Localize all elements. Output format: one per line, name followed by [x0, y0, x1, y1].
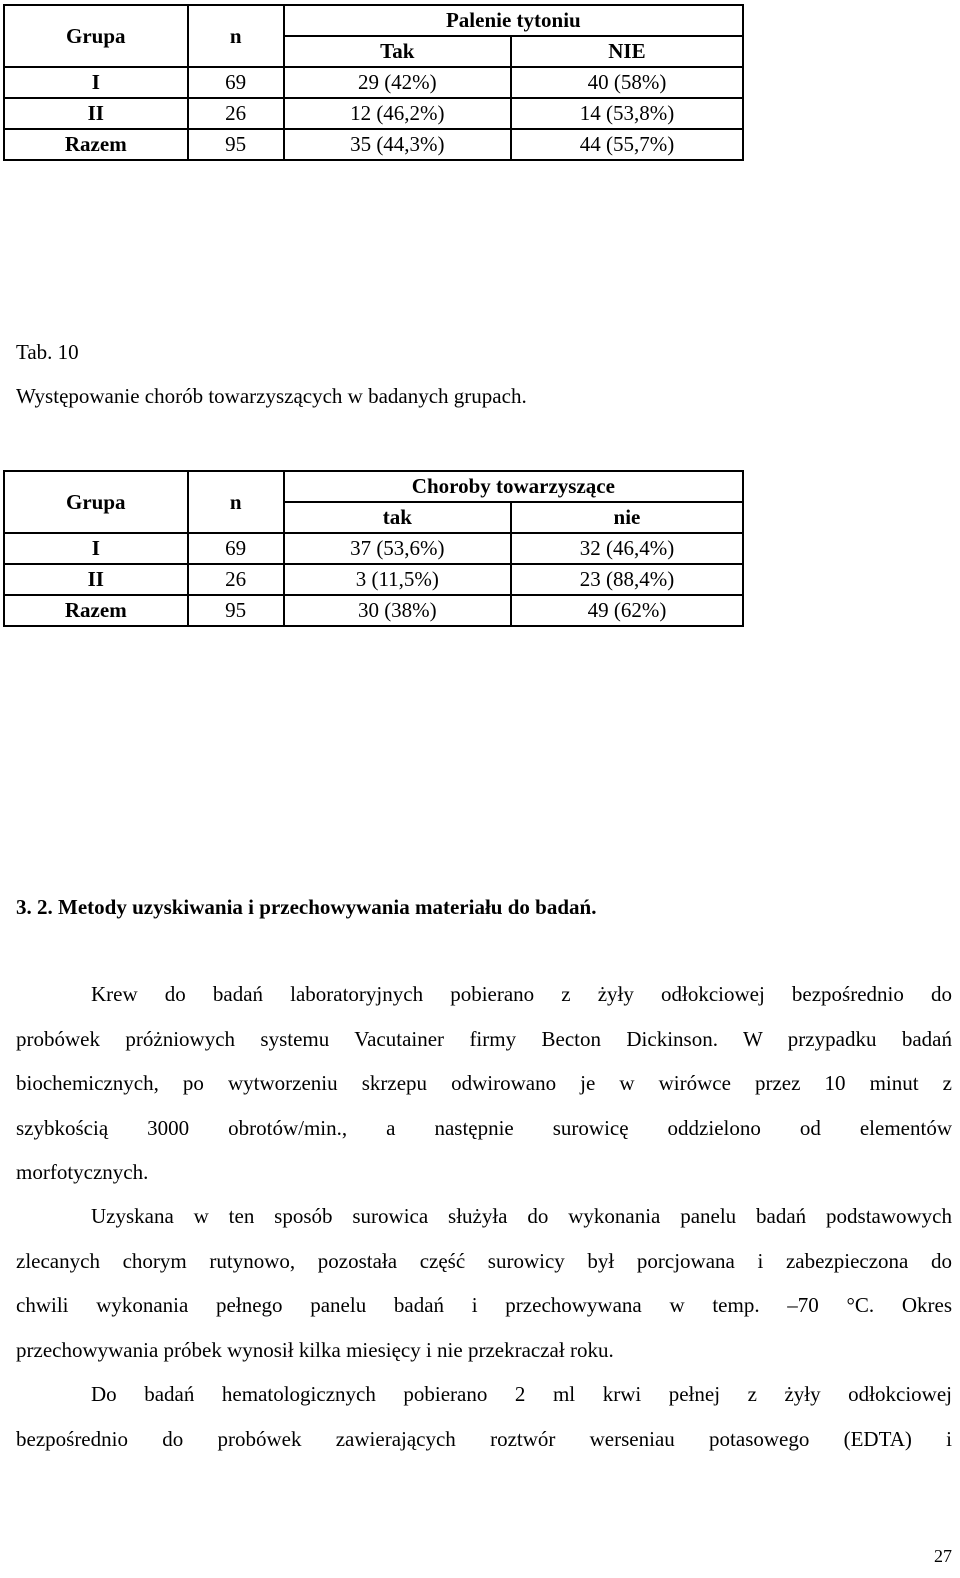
header-grupa: Grupa — [4, 471, 188, 533]
table-row — [4, 595, 743, 626]
header-no: nie — [511, 502, 743, 533]
cell-yes: 37 (53,6%) — [284, 533, 511, 564]
header-yes: Tak — [284, 36, 511, 67]
table-caption-text: Występowanie chorób towarzyszących w badanych grupach. — [16, 384, 527, 408]
table-row — [4, 564, 743, 595]
table-comorbidities — [3, 470, 744, 627]
cell-yes: 29 (42%) — [284, 67, 511, 98]
cell-no: 40 (58%) — [511, 67, 743, 98]
cell-n: 69 — [188, 67, 284, 98]
header-n: n — [188, 5, 284, 67]
paragraph-line: szybkością 3000 obrotów/min., a następnie surowicę oddzielono od elementów — [16, 1115, 952, 1140]
table-row — [4, 129, 743, 160]
cell-grupa: II — [4, 98, 188, 129]
paragraph — [16, 972, 952, 1195]
cell-no: 14 (53,8%) — [511, 98, 743, 129]
cell-n: 26 — [188, 564, 284, 595]
cell-no: 23 (88,4%) — [511, 564, 743, 595]
cell-n: 95 — [188, 595, 284, 626]
cell-yes: 3 (11,5%) — [284, 564, 511, 595]
paragraph-line: probówek próżniowych systemu Vacutainer firmy Becton Dickinson. W przypadku badań — [16, 1026, 952, 1051]
paragraph-line: zlecanych chorym rutynowo, pozostała część surowicy był porcjowana i zabezpieczona do — [16, 1248, 952, 1273]
header-yes: tak — [284, 502, 511, 533]
cell-n: 26 — [188, 98, 284, 129]
paragraph-line: morfotycznych. — [16, 1160, 149, 1184]
table-header-row — [4, 5, 743, 36]
cell-n: 95 — [188, 129, 284, 160]
paragraph-line: Do badań hematologicznych pobierano 2 ml krwi pełnej z żyły odłokciowej — [91, 1382, 952, 1406]
paragraph-line: bezpośrednio do probówek zawierających roztwór werseniau potasowego (EDTA) i — [16, 1426, 952, 1451]
table-header-row — [4, 471, 743, 502]
table-row — [4, 67, 743, 98]
table-row — [4, 98, 743, 129]
section-heading: 3. 2. Metody uzyskiwania i przechowywania materiału do badań. — [16, 895, 597, 919]
paragraph — [16, 1372, 952, 1461]
paragraph-line: biochemicznych, po wytworzeniu skrzepu odwirowano je w wirówce przez 10 minut z — [16, 1071, 952, 1095]
cell-grupa: I — [4, 67, 188, 98]
paragraph — [16, 1194, 952, 1372]
header-group-title: Palenie tytoniu — [284, 5, 743, 36]
cell-grupa: II — [4, 564, 188, 595]
header-grupa: Grupa — [4, 5, 188, 67]
cell-yes: 12 (46,2%) — [284, 98, 511, 129]
header-n: n — [188, 471, 284, 533]
cell-grupa: Razem — [4, 129, 188, 160]
table-smoking — [3, 4, 744, 161]
cell-no: 49 (62%) — [511, 595, 743, 626]
table-row — [4, 533, 743, 564]
header-no: NIE — [511, 36, 743, 67]
cell-no: 44 (55,7%) — [511, 129, 743, 160]
paragraph-line: przechowywania próbek wynosił kilka miesięcy i nie przekraczał roku. — [16, 1337, 614, 1362]
cell-yes: 35 (44,3%) — [284, 129, 511, 160]
cell-grupa: Razem — [4, 595, 188, 626]
paragraph-line: chwili wykonania pełnego panelu badań i przechowywana w temp. –70 °C. Okres — [16, 1293, 952, 1317]
cell-no: 32 (46,4%) — [511, 533, 743, 564]
cell-yes: 30 (38%) — [284, 595, 511, 626]
cell-n: 69 — [188, 533, 284, 564]
paragraph-line: Uzyskana w ten sposób surowica służyła do wykonania panelu badań podstawowych — [91, 1204, 952, 1228]
cell-grupa: I — [4, 533, 188, 564]
header-group-title: Choroby towarzyszące — [284, 471, 743, 502]
paragraph-line: Krew do badań laboratoryjnych pobierano z żyły odłokciowej bezpośrednio do — [91, 982, 952, 1006]
table-caption-label: Tab. 10 — [16, 340, 79, 364]
page-number: 27 — [934, 1546, 952, 1566]
